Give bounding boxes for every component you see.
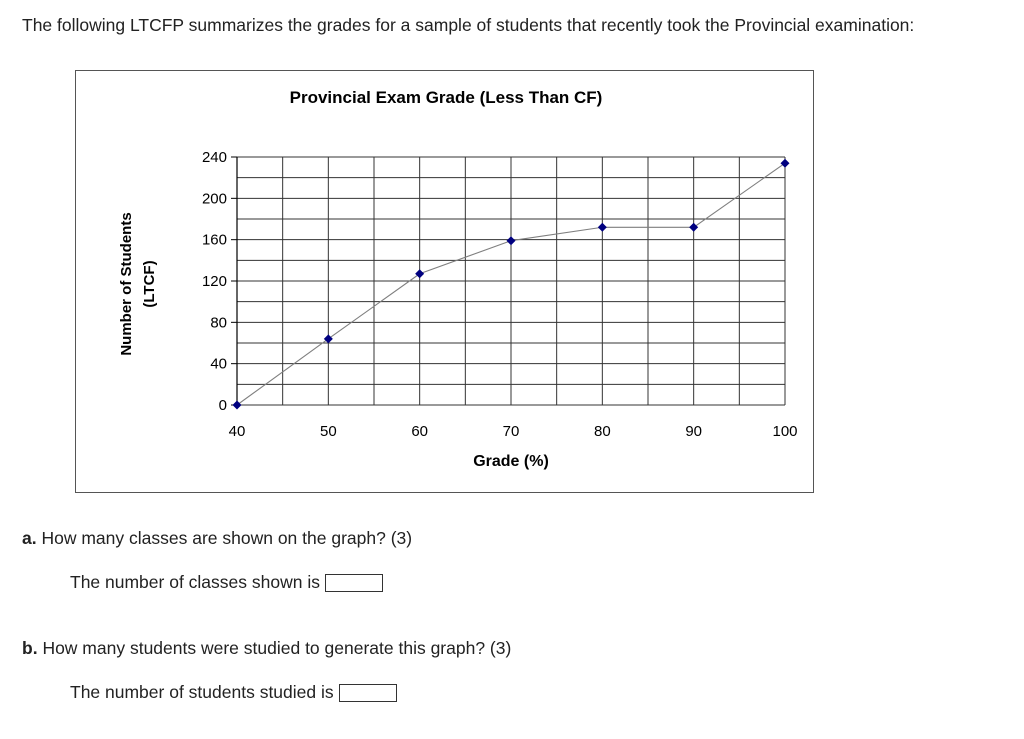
question-b — [22, 638, 511, 659]
question-a-text: How many classes are shown on the graph? (3) — [41, 528, 413, 548]
data-point-60 — [415, 269, 424, 278]
answer-b-prompt: The number of students studied is — [70, 682, 334, 702]
y-tick-label-120: 120 — [201, 273, 227, 290]
answer-a-prompt: The number of classes shown is — [70, 572, 320, 592]
data-point-70 — [507, 236, 516, 245]
y-tick-label-40: 40 — [210, 355, 227, 373]
x-tick-label-50: 50 — [319, 423, 337, 440]
x-tick-label-100: 100 — [772, 423, 798, 440]
y-tick-label-80: 80 — [210, 314, 227, 332]
students-answer-input[interactable] — [339, 684, 397, 702]
x-tick-label-60: 60 — [411, 423, 429, 440]
question-b-label: b. — [22, 638, 38, 658]
classes-answer-input[interactable] — [325, 574, 383, 592]
x-tick-label-80: 80 — [593, 423, 611, 440]
x-tick-label-90: 90 — [685, 423, 703, 440]
data-point-40 — [233, 401, 242, 410]
chart-frame — [75, 70, 814, 493]
y-tick-label-200: 200 — [201, 190, 227, 208]
answer-a-row — [70, 572, 383, 593]
intro-text: The following LTCFP summarizes the grades for a sample of students that recently took the Provincial examination: — [22, 15, 915, 35]
answer-b-row — [70, 682, 397, 703]
chart-title: Provincial Exam Grade (Less Than CF) — [289, 88, 603, 107]
question-a — [22, 528, 412, 549]
y-axis-label-line1: Number of Students — [118, 212, 135, 356]
x-axis-label: Grade (%) — [473, 453, 549, 470]
data-point-80 — [598, 223, 607, 232]
y-tick-label-160: 160 — [201, 231, 227, 249]
x-tick-label-70: 70 — [502, 423, 520, 440]
x-tick-label-40: 40 — [228, 423, 246, 440]
y-tick-label-240: 240 — [201, 149, 227, 166]
data-point-90 — [689, 223, 698, 232]
question-a-label: a. — [22, 528, 37, 548]
ltcf-chart — [76, 71, 813, 492]
data-point-50 — [324, 334, 333, 343]
question-b-text: How many students were studied to generate this graph? (3) — [42, 638, 512, 658]
y-axis-label-line2: (LTCF) — [141, 260, 158, 308]
data-point-100 — [781, 159, 790, 168]
y-tick-label-0: 0 — [218, 397, 227, 414]
